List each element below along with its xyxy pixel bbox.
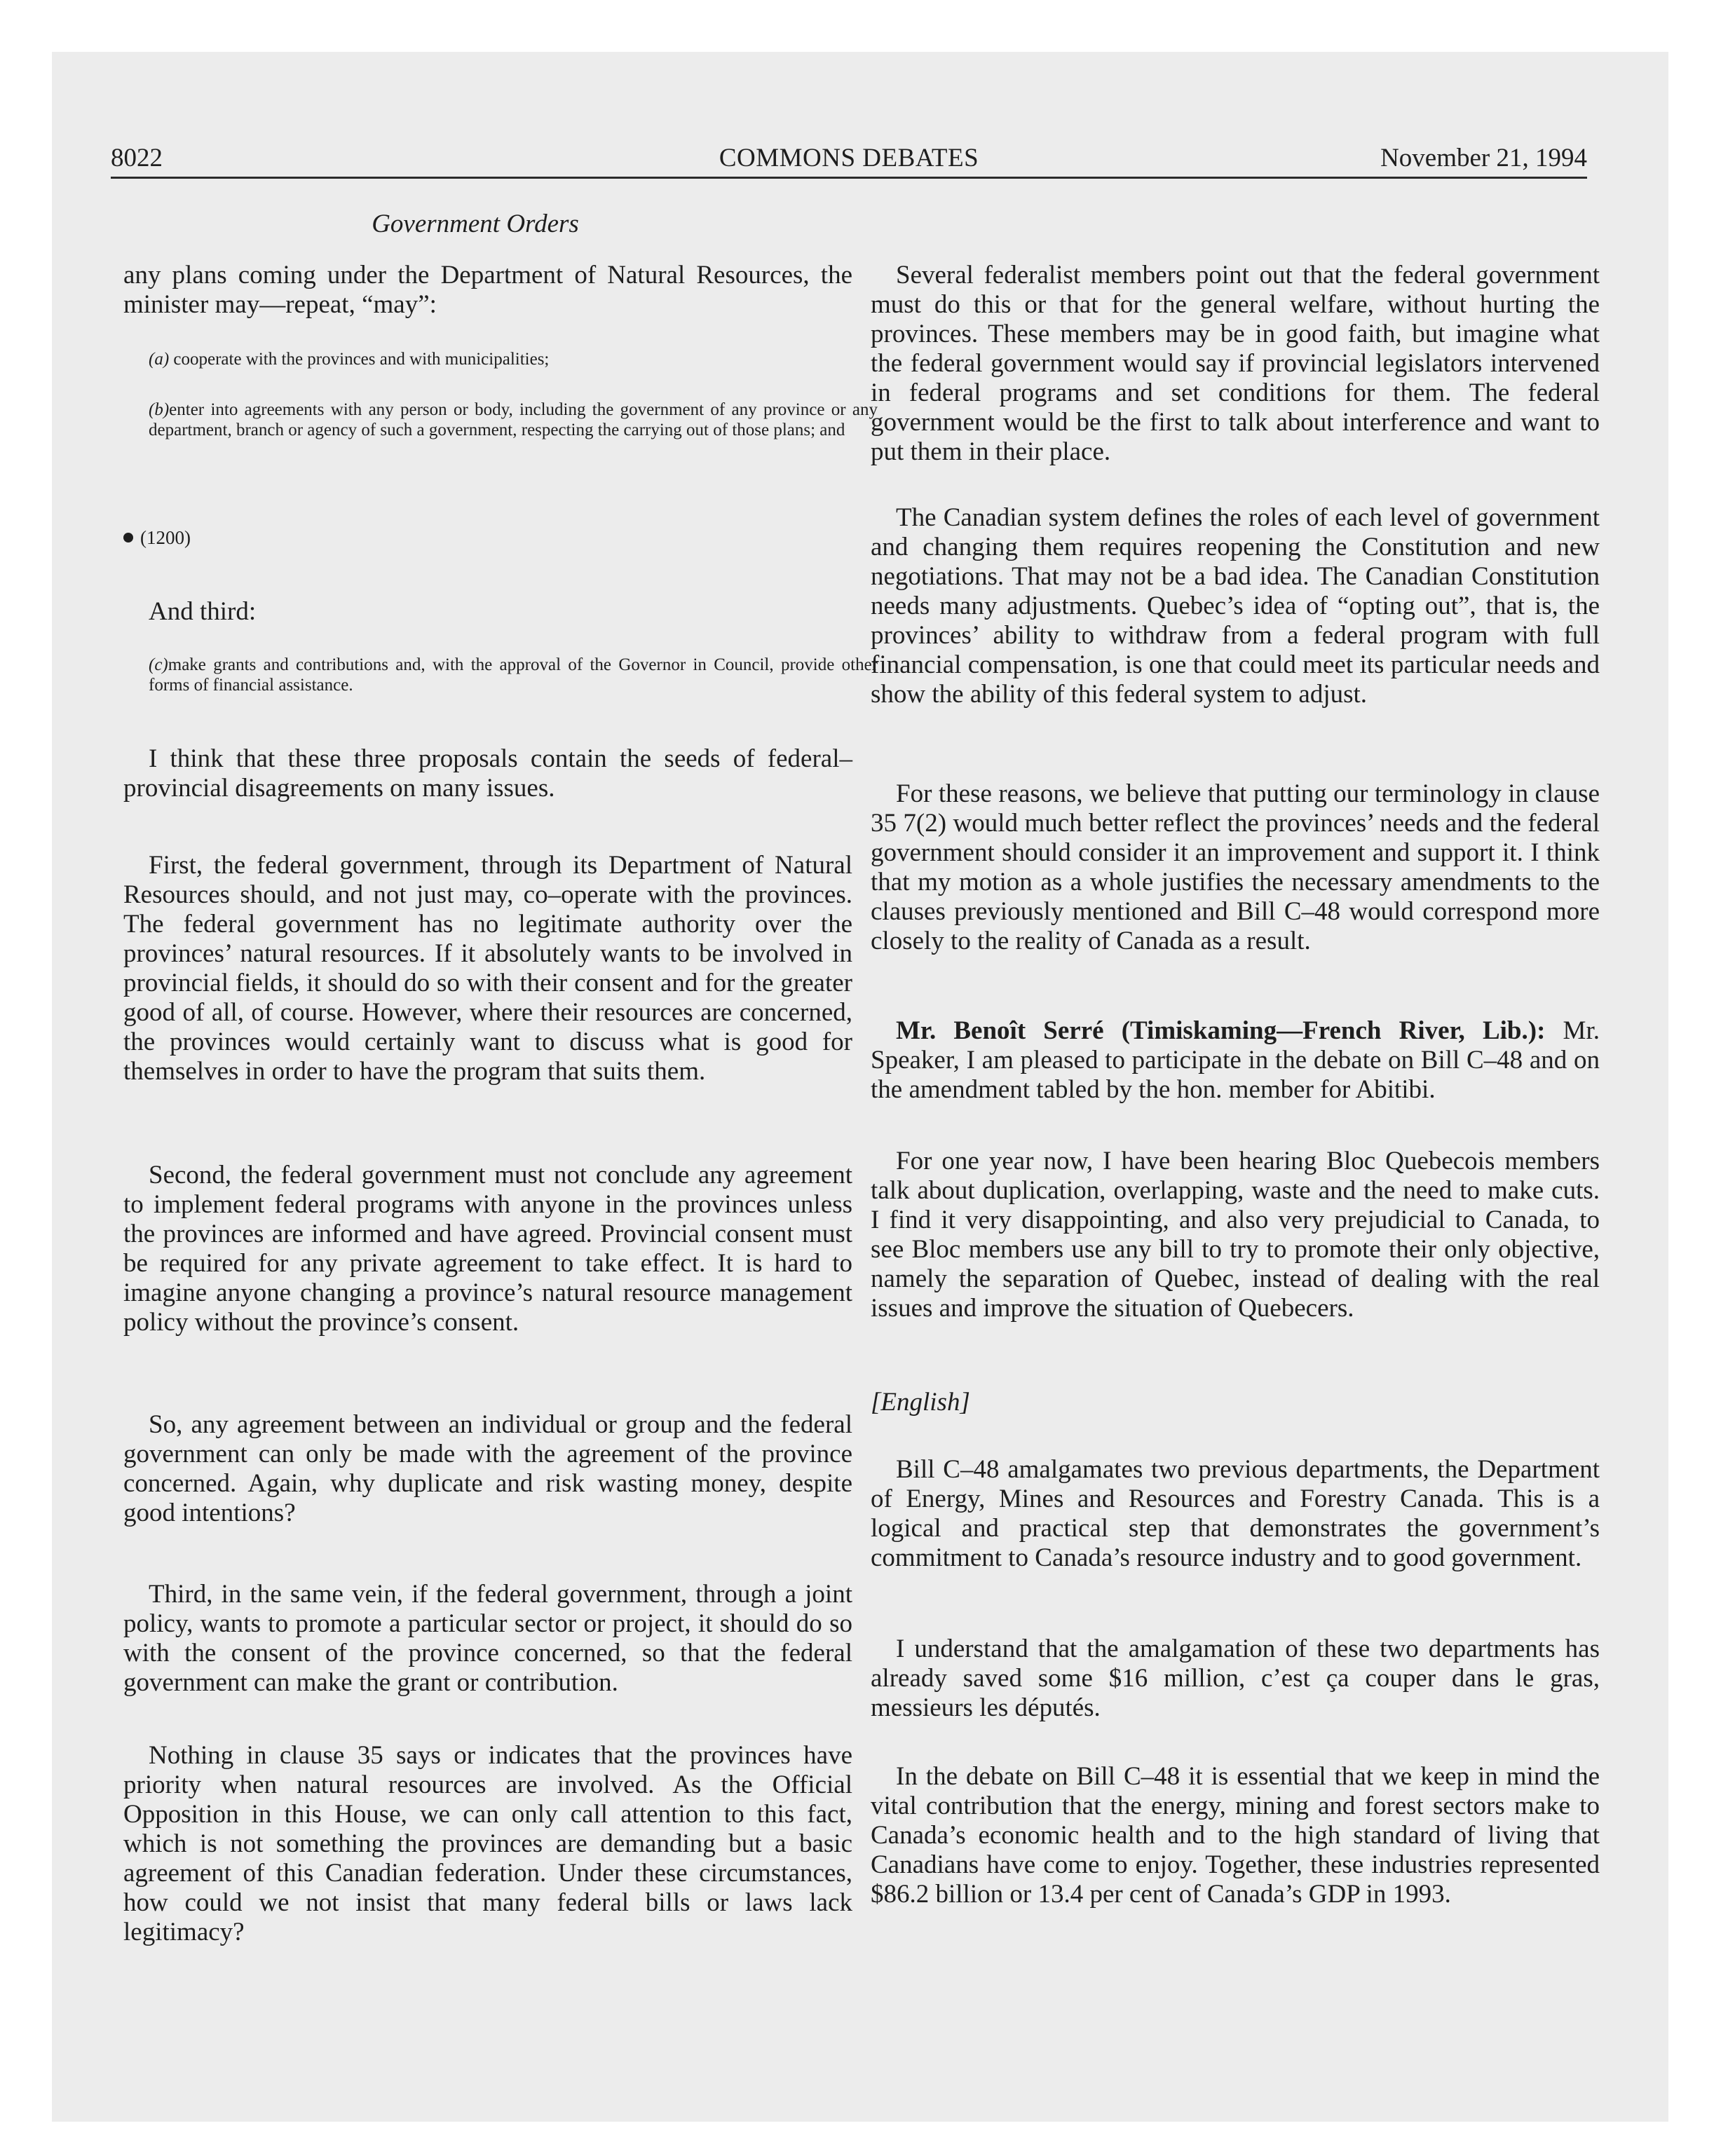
- paragraph: Second, the federal government must not conclude any agreement to implement federal programs with anyone in the provinces unless the provinces are informed and have agreed. Provincial consent must be required for any private agreement to take effect. It is hard to imagine anyone changing a province’s natural resource management policy without the province’s consent.: [123, 1161, 852, 1337]
- paragraph: Bill C–48 amalgamates two previous departments, the Department of Energy, Mines and Resources and Forestry Canada. This is a logical and practical step that demonstrates the government’s commitment to Canada’s resource industry and to good government.: [871, 1455, 1600, 1572]
- right-p8: [871, 1762, 1600, 1909]
- left-p1: [123, 744, 852, 803]
- left-intro-block: [123, 261, 852, 320]
- left-p2: [123, 851, 852, 1086]
- quote-text: enter into agreements with any person or body, including the government of any province or any department, branch or agency of such a government, respecting the carrying out of those plans; and: [149, 400, 878, 439]
- paragraph: any plans coming under the Department of Natural Resources, the minister may—repeat, “may”:: [123, 261, 852, 319]
- paragraph: So, any agreement between an individual or group and the federal government can only be made with the agreement of the province concerned. Again, why duplicate and risk wasting money, despite good intentions?: [123, 1410, 852, 1527]
- paragraph: [871, 1016, 1600, 1105]
- paragraph: In the debate on Bill C–48 it is essential that we keep in mind the vital contribution that the energy, mining and forest sectors make to Canada’s economic health and to the high standard of living that Canadians have come to enjoy. Together, these industries represented $86.2 billion or 13.4 per cent of Canada’s GDP in 1993.: [871, 1762, 1600, 1909]
- right-p2: [871, 503, 1600, 709]
- paragraph: I think that these three proposals contain the seeds of federal–provincial disagreements on many issues.: [123, 744, 852, 803]
- and-third-block: [123, 597, 852, 627]
- time-marker: [123, 523, 852, 552]
- left-p5: [123, 1580, 852, 1698]
- section-title: Government Orders: [372, 210, 579, 238]
- bullet-icon: [123, 533, 133, 543]
- quote-b: [123, 400, 878, 440]
- right-p6: [871, 1455, 1600, 1573]
- paragraph: I understand that the amalgamation of these two departments has already saved some $16 million, c’est ça couper dans le gras, messieurs les députés.: [871, 1635, 1600, 1722]
- right-p1: [871, 261, 1600, 467]
- paragraph: The Canadian system defines the roles of each level of government and changing them requires reopening the Constitution and new negotiations. That may not be a bad idea. The Canadian Constitution needs many adjustments. Quebec’s idea of “opting out”, that is, the provinces’ ability to withdraw from a federal program with full financial compensation, is one that could meet its particular needs and show the ability of this federal system to adjust.: [871, 503, 1600, 709]
- left-p6: [123, 1741, 852, 1947]
- quote-label: (a): [149, 350, 170, 369]
- language-tag-block: [871, 1388, 1600, 1417]
- page-number: 8022: [111, 144, 163, 172]
- time-marker-text: (1200): [140, 527, 191, 548]
- paragraph: For one year now, I have been hearing Bloc Quebecois members talk about duplication, overlapping, waste and the need to make cuts. I find it very disappointing, and also very prejudicial to Canada, to see Bloc members use any bill to try to promote their only objective, namely the separation of Quebec, instead of dealing with the real issues and improve the situation of Quebecers.: [871, 1147, 1600, 1323]
- paragraph: Third, in the same vein, if the federal government, through a joint policy, wants to promote a particular sector or project, it should do so with the consent of the province concerned, so that the federal government can make the grant or contribution.: [123, 1580, 852, 1697]
- paragraph: First, the federal government, through its Department of Natural Resources should, and not just may, co–operate with the provinces. The federal government has no legitimate authority over the provinces’ natural resources. If it absolutely wants to be involved in provincial fields, it should do so with their consent and for the greater good of all, of course. However, where their resources are concerned, the provinces would certainly want to discuss what is good for themselves in order to have the program that suits them.: [123, 851, 852, 1086]
- left-p4: [123, 1410, 852, 1528]
- publication-title: COMMONS DEBATES: [719, 144, 979, 172]
- paragraph: And third:: [149, 597, 257, 626]
- right-p3: [871, 779, 1600, 956]
- right-p7: [871, 1635, 1600, 1723]
- quote-c: [123, 655, 878, 695]
- paragraph: Several federalist members point out that the federal government must do this or that for the general welfare, without hurting the provinces. These members may be in good faith, but imagine what the federal government would say if provincial legislators intervened in federal programs and set conditions for them. The federal government would be the first to talk about interference and want to put them in their place.: [871, 261, 1600, 466]
- left-p3: [123, 1161, 852, 1337]
- right-p5: [871, 1147, 1600, 1323]
- quote-text: cooperate with the provinces and with municipalities;: [169, 350, 550, 369]
- quote-text: make grants and contributions and, with the approval of the Governor in Council, provide other forms of financial assistance.: [149, 655, 878, 695]
- speech-text: Mr. Speaker, I am pleased to participate in the debate on Bill C–48 and on the amendment tabled by the hon. member for Abitibi.: [871, 1016, 1600, 1104]
- paragraph: Nothing in clause 35 says or indicates that the provinces have priority when natural resources are involved. As the Official Opposition in this House, we can only call attention to this fact, which is not something the provinces are demanding but a basic agreement of this Canadian federation. Under these circumstances, how could we not insist that many federal bills or laws lack legitimacy?: [123, 1741, 852, 1946]
- right-p4: [871, 1016, 1600, 1105]
- header-date: November 21, 1994: [1380, 144, 1587, 172]
- quote-a: [123, 349, 878, 369]
- quote-label: (c): [149, 655, 168, 674]
- quote-label: (b): [149, 400, 170, 419]
- speaker-name: Mr. Benoît Serré (Timiskaming—French River, Lib.):: [896, 1016, 1546, 1045]
- paragraph: For these reasons, we believe that putting our terminology in clause 35 7(2) would much better reflect the provinces’ needs and the federal government should consider it an improvement and support it. I think that my motion as a whole justifies the necessary amendments to the clauses previously mentioned and Bill C–48 would correspond more closely to the reality of Canada as a result.: [871, 779, 1600, 955]
- language-tag: [English]: [871, 1388, 970, 1417]
- page-header: [111, 137, 1587, 179]
